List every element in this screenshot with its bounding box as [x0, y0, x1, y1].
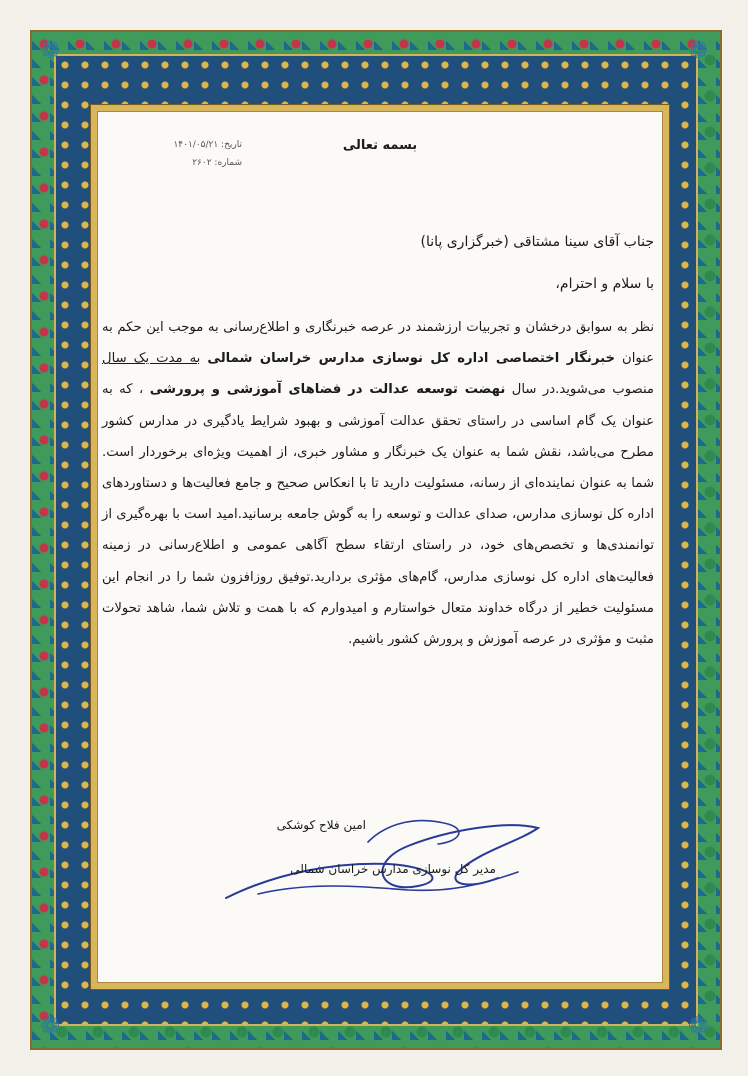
letter-body: [102, 312, 654, 655]
letter-meta: [122, 136, 242, 172]
letter-date: تاریخ: ۱۴۰۱/۰۵/۲۱: [173, 140, 242, 150]
corner-ornament-icon: ❁: [687, 1012, 709, 1040]
corner-ornament-icon: ❁: [39, 1012, 61, 1040]
recipient-line: جناب آقای سینا مشتاقی (خبرگزاری پانا): [420, 234, 654, 250]
greeting-line: با سلام و احترام،: [555, 276, 654, 292]
letter-number: شماره: ۲۶۰۲: [192, 158, 242, 168]
body-text-part: منصوب می‌شوید.در سال: [505, 382, 654, 398]
body-text-part: نظر به سوابق درخشان و تجربیات ارزشمند در عرصه خبرنگاری و اطلاع‌رسانی به موجب این حکم به عنوان: [102, 320, 655, 367]
letter-page: [97, 111, 663, 983]
body-bold-title: خبرنگار اختصاصی اداره کل نوسازی مدارس خراسان شمالی: [207, 351, 615, 367]
corner-ornament-icon: ❁: [687, 36, 709, 64]
letter-content: [98, 112, 662, 982]
signer-name: امین فلاح کوشکی: [276, 818, 366, 832]
body-bold-year-slogan: نهضت توسعه عدالت در فضاهای آموزشی و پرورشی: [149, 382, 506, 398]
body-text-part: ، که به عنوان یک گام اساسی در راستای تحقق عدالت آموزشی و بهبود شرایط یادگیری در مدارس کشور مطرح می‌باشد، نقش شما به عنوان یک خبرنگار و مشاور خبری، از اهمیت ویژه‌ای برخوردار است. شما به عنوان نماینده‌ای از رسانه، مسئولیت دارید تا با انعکاس صحیح و جامع فعالیت‌ها و دستاوردهای اداره کل نوسازی مدارس، صدای عدالت و توسعه را به گوش جامعه برسانید.امید است با بهره‌گیری از توانمندی‌ها و تخصص‌های خود، در راستای ارتقاء سطح آگاهی عمومی و اطلاع‌رسانی در زمینه فعالیت‌های اداره کل نوسازی مدارس، گام‌های مؤثری بردارید.توفیق روزافزون شما را در انجام این مسئولیت خطیر از درگاه خداوند متعال خواستارم و امیدوارم که با همت و تلاش شما، شاهد تحولات مثبت و مؤثری در عرصه آموزش و پرورش کشور باشیم.: [102, 382, 654, 648]
signer-title: مدیر کل نوسازی مدارس خراسان شمالی: [290, 862, 496, 876]
basmala-heading: بسمه تعالی: [342, 138, 418, 153]
handwritten-signature: [218, 802, 548, 912]
corner-ornament-icon: ❁: [39, 36, 61, 64]
body-underlined-duration: به مدت یک سال: [102, 351, 201, 367]
